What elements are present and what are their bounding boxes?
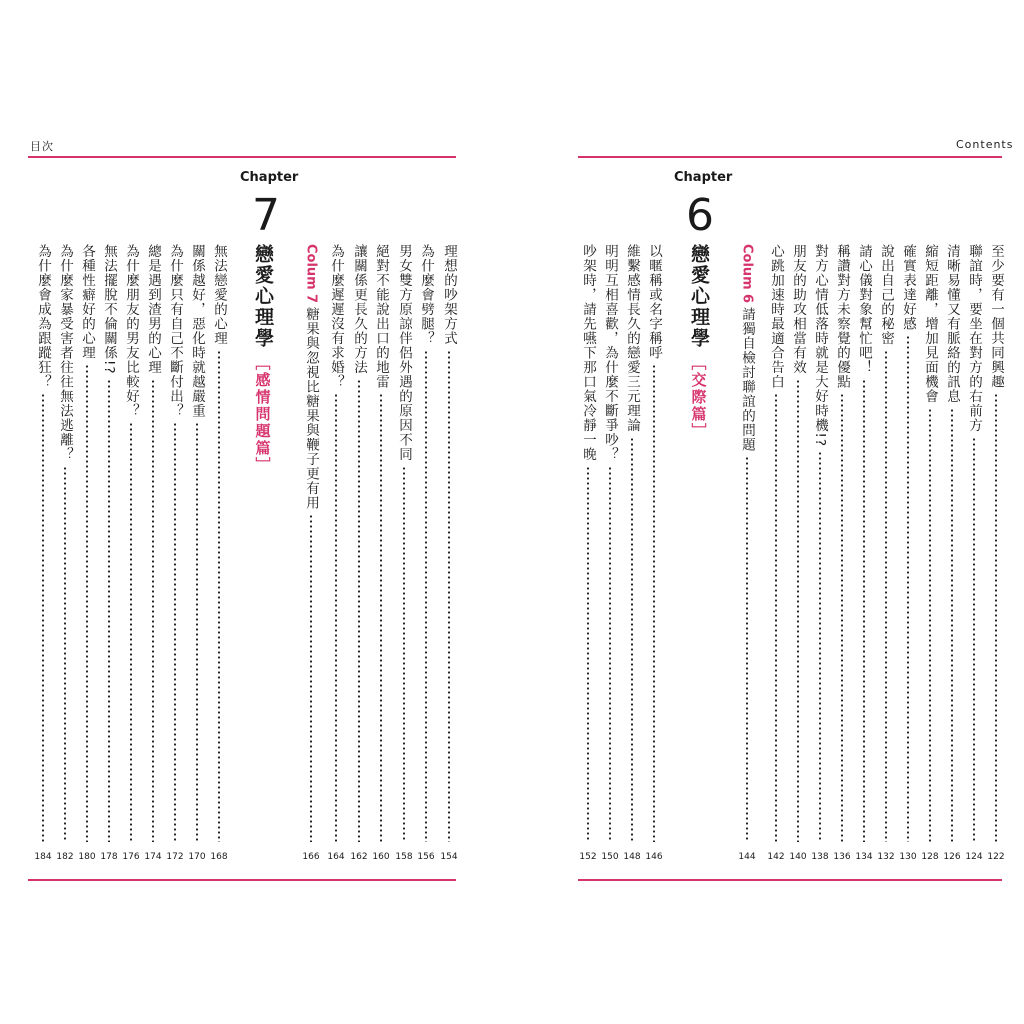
page-number: 182: [56, 852, 74, 862]
right-chapter-word: Chapter: [674, 170, 733, 185]
page-number: 128: [921, 852, 939, 862]
page-number: 156: [417, 852, 435, 862]
toc-entry[interactable]: [438, 244, 460, 842]
toc-entry-title: 讓關係更長久的方法: [351, 244, 367, 375]
toc-entry[interactable]: [208, 244, 230, 842]
toc-entry[interactable]: [370, 244, 392, 842]
dot-leader: [797, 379, 799, 843]
toc-entry[interactable]: [142, 244, 164, 842]
toc-entry-title: 心跳加速時最適合告白: [768, 244, 784, 389]
page-number: 178: [100, 852, 118, 862]
page-number: 158: [395, 852, 413, 862]
chapter-subtitle: ［交際篇］: [689, 355, 708, 440]
dot-leader: [358, 379, 360, 843]
page-number: 122: [987, 852, 1005, 862]
dot-leader: [42, 393, 44, 842]
dot-leader: [152, 379, 154, 843]
toc-entry[interactable]: [393, 244, 415, 842]
toc-entry[interactable]: [32, 244, 54, 842]
page-number: 130: [899, 852, 917, 862]
toc-entry[interactable]: [76, 244, 98, 842]
toc-entry-title: 請心儀對象幫忙吧！: [856, 244, 872, 375]
dot-leader: [64, 466, 66, 843]
toc-entry[interactable]: [164, 244, 186, 842]
toc-entry[interactable]: [186, 244, 208, 842]
column-number: 6: [739, 293, 755, 303]
toc-entry[interactable]: [963, 244, 985, 842]
column-title: 糖果與忽視比糖果與鞭子更有用: [303, 306, 319, 510]
toc-entry[interactable]: [348, 244, 370, 842]
toc-entry-title: 為什麼朋友的男友比較好？: [123, 244, 139, 418]
dot-leader: [653, 364, 655, 842]
toc-entry[interactable]: [54, 244, 76, 842]
dot-leader: [130, 422, 132, 842]
toc-entry[interactable]: [98, 244, 120, 842]
dot-leader: [631, 437, 633, 843]
dot-leader: [425, 350, 427, 843]
toc-entry-title: 無法戀愛的心理: [211, 244, 227, 346]
left-bottom-rule: [28, 879, 456, 881]
toc-entry-title: 對方心情低落時就是大好時機!?: [812, 244, 828, 448]
right-top-rule: [578, 156, 1002, 158]
page-number: 134: [855, 852, 873, 862]
dot-leader: [335, 393, 337, 842]
page-number: 168: [210, 852, 228, 862]
page-number: 164: [327, 852, 345, 862]
chapter-title: 戀愛心理學: [688, 244, 710, 349]
dot-leader: [196, 422, 198, 842]
dot-leader: [973, 437, 975, 843]
toc-entry[interactable]: [599, 244, 621, 842]
page-number: 174: [144, 852, 162, 862]
page-number: 140: [789, 852, 807, 862]
toc-entry-title: 說出自己的秘密: [878, 244, 894, 346]
dot-leader: [310, 514, 312, 842]
dot-leader: [108, 379, 110, 842]
dot-leader: [929, 408, 931, 843]
toc-entry-title: 無法擺脫不倫關係!?: [101, 244, 117, 375]
page-number: 132: [877, 852, 895, 862]
page-number: 136: [833, 852, 851, 862]
left-header: 目次: [30, 140, 54, 153]
toc-entry-title: 至少要有一個共同興趣: [988, 244, 1004, 389]
left-chapter-title-block: [250, 244, 276, 474]
page-number: 184: [34, 852, 52, 862]
toc-entry[interactable]: [853, 244, 875, 842]
chapter-subtitle: ［感情問題篇］: [253, 355, 272, 474]
toc-entry-title: 明明互相喜歡，為什麼不斷爭吵？: [602, 244, 618, 462]
toc-entry-title: 為什麼只有自己不斷付出？: [167, 244, 183, 418]
column-title: 請獨自檢討聯誼的問題: [739, 306, 755, 452]
toc-entry-title: 吵架時，請先嚥下那口氣冷靜一晚: [580, 244, 596, 462]
page-number: 124: [965, 852, 983, 862]
page-number: 180: [78, 852, 96, 862]
toc-entry-title: 縮短距離，增加見面機會: [922, 244, 938, 404]
toc-entry-title: 為什麼家暴受害者往往無法逃離？: [57, 244, 73, 462]
toc-entry[interactable]: [765, 244, 787, 842]
dot-leader: [587, 466, 589, 843]
dot-leader: [609, 466, 611, 843]
page-number: 148: [623, 852, 641, 862]
toc-entry[interactable]: [415, 244, 437, 842]
page-number: 152: [579, 852, 597, 862]
dot-leader: [907, 335, 909, 842]
toc-entry[interactable]: [120, 244, 142, 842]
toc-entry-title: 確實表達好感: [900, 244, 916, 331]
toc-entry-title: 絕對不能說出口的地雷: [373, 244, 389, 389]
page-number: 144: [738, 852, 756, 862]
dot-leader: [746, 456, 748, 842]
toc-entry[interactable]: [325, 244, 347, 842]
toc-entry-title: 以暱稱或名字稱呼: [646, 244, 662, 360]
page-number: 176: [122, 852, 140, 862]
toc-entry-title: 男女雙方原諒伴侶外遇的原因不同: [396, 244, 412, 462]
dot-leader: [995, 393, 997, 842]
toc-entry-title: 各種性癖好的心理: [79, 244, 95, 360]
dot-leader: [218, 350, 220, 843]
toc-entry-title: 維繫感情長久的戀愛三元理論: [624, 244, 640, 433]
dot-leader: [951, 408, 953, 843]
toc-entry[interactable]: [787, 244, 809, 842]
toc-entry[interactable]: [831, 244, 853, 842]
toc-entry-title: 為什麼會成為跟蹤狂？: [35, 244, 51, 389]
dot-leader: [380, 393, 382, 842]
column-label: Colum: [303, 244, 319, 290]
dot-leader: [863, 379, 865, 843]
page-number: 170: [188, 852, 206, 862]
column-entry[interactable]: [736, 244, 758, 842]
dot-leader: [885, 350, 887, 843]
page-number: 162: [350, 852, 368, 862]
dot-leader: [86, 364, 88, 842]
dot-leader: [174, 422, 176, 842]
toc-entry[interactable]: [941, 244, 963, 842]
dot-leader: [403, 466, 405, 843]
toc-entry-title: 關係越好，惡化時就越嚴重: [189, 244, 205, 418]
left-top-rule: [28, 156, 456, 158]
left-chapter-number: 7: [252, 190, 280, 241]
left-chapter-word: Chapter: [240, 170, 299, 185]
right-chapter-title-block: [686, 244, 712, 440]
chapter-title: 戀愛心理學: [252, 244, 274, 349]
toc-entry-title: 為什麼會劈腿？: [418, 244, 434, 346]
toc-entry-title: 清晰易懂又有脈絡的訊息: [944, 244, 960, 404]
toc-entry-title: 理想的吵架方式: [441, 244, 457, 346]
page-number: 150: [601, 852, 619, 862]
dot-leader: [448, 350, 450, 843]
column-number: 7: [303, 293, 319, 303]
page-number: 166: [302, 852, 320, 862]
toc-entry[interactable]: [985, 244, 1007, 842]
toc-entry[interactable]: [809, 244, 831, 842]
toc-entry-title: 朋友的助攻相當有效: [790, 244, 806, 375]
page-number: 172: [166, 852, 184, 862]
toc-entry-title: 總是遇到渣男的心理: [145, 244, 161, 375]
dot-leader: [775, 393, 777, 842]
toc-entry[interactable]: [643, 244, 665, 842]
page-number: 142: [767, 852, 785, 862]
page-number: 154: [440, 852, 458, 862]
right-page: [512, 0, 1024, 1024]
page-number: 138: [811, 852, 829, 862]
right-chapter-number: 6: [686, 190, 714, 241]
toc-entry-title: 稱讚對方未察覺的優點: [834, 244, 850, 389]
page-number: 160: [372, 852, 390, 862]
right-bottom-rule: [578, 879, 1002, 881]
toc-entry[interactable]: [897, 244, 919, 842]
dot-leader: [819, 451, 821, 842]
toc-entry[interactable]: [875, 244, 897, 842]
page-number: 146: [645, 852, 663, 862]
toc-entry[interactable]: [919, 244, 941, 842]
right-header: Contents: [956, 138, 1014, 151]
page-number: 126: [943, 852, 961, 862]
toc-entry-title: 聯誼時，要坐在對方的右前方: [966, 244, 982, 433]
column-label: Colum: [739, 244, 755, 290]
dot-leader: [841, 393, 843, 842]
column-entry[interactable]: [300, 244, 322, 842]
toc-entry[interactable]: [621, 244, 643, 842]
toc-entry[interactable]: [577, 244, 599, 842]
toc-entry-title: 為什麼遲遲沒有求婚？: [328, 244, 344, 389]
